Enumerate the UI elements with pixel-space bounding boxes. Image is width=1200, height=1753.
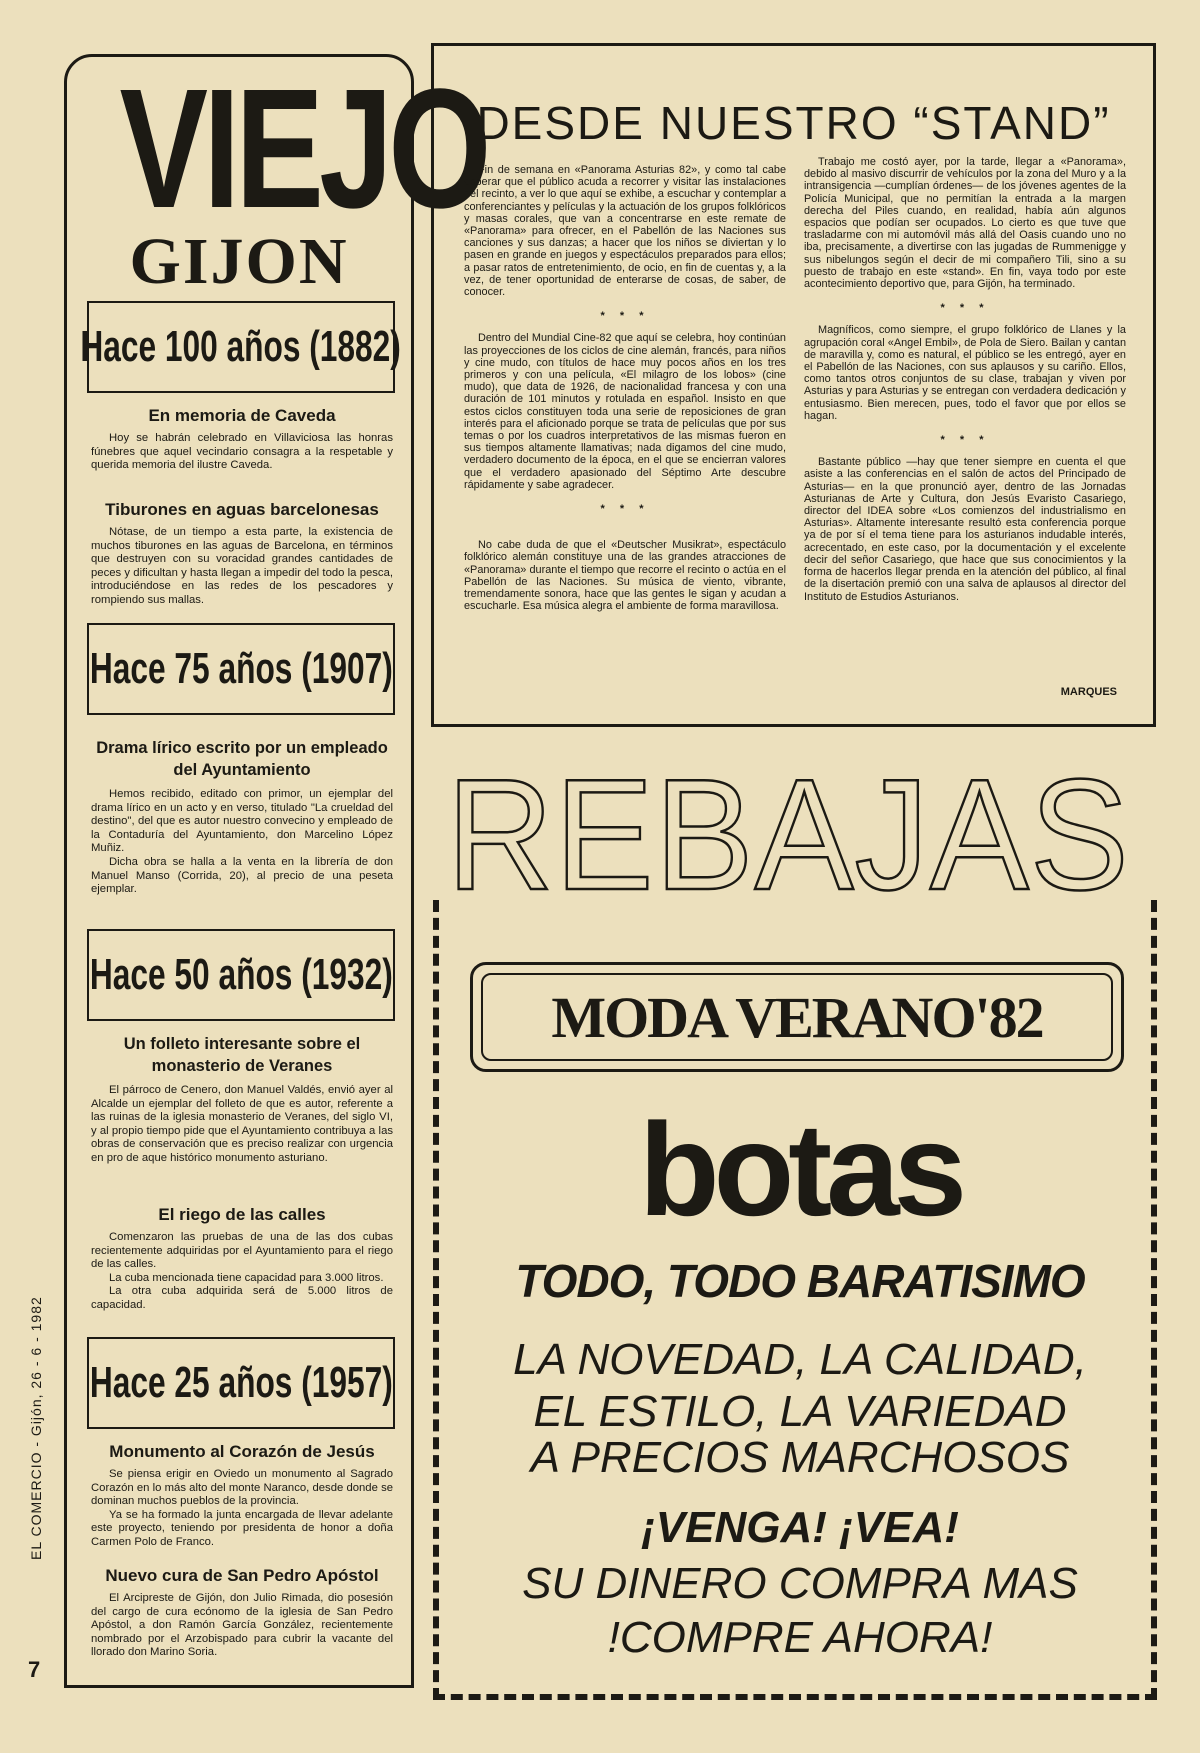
ad-tagline: TODO, TODO BARATISIMO — [515, 1255, 1085, 1307]
article-title-corazon: Monumento al Corazón de Jesús — [109, 1442, 375, 1461]
article-title-tiburones: Tiburones en aguas barcelonesas — [105, 500, 379, 519]
article-body-veranes: El párroco de Cenero, don Manuel Valdés, envió ayer al Alcalde un ejemplar del folleto de que es autor, referente a las ruinas de la iglesia monasterio de Veranes, del siglo VI, y al propio tiempo pide que el Ayuntamiento contribuya a las obras de conservación que es preciso realizar con urgencia en pro de aque histórico monumento asturiano. — [91, 1084, 393, 1164]
article-body-caveda: Hoy se habrán celebrado en Villaviciosa las honras fúnebres que aquel vecindario consagra a la respetable y querida memoria del ilustre Caveda. — [91, 432, 393, 472]
article-body-corazon: Se piensa erigir en Oviedo un monumento al Sagrado Corazón en lo más alto del monte Naranco, desde donde se dominan muchos pueblos de la provincia. Ya se ha formado la junta encargada de llevar adelante este proyecto, teniendo por presidenta de honor a doña Carmen Polo de Franco. — [91, 1468, 393, 1548]
ad-line-compre: !COMPRE AHORA! — [607, 1613, 993, 1662]
article-body-tiburones: Nótase, de un tiempo a esta parte, la existencia de muchos tiburones en las aguas de Barcelona, en términos que destruyen con su voracidad grandes cantidades de peces y dificultan y hasta llegan a impedir del todo la pesca, introduciéndose en las redes de los pescadores y rompiendo sus mallas. — [91, 526, 393, 606]
side-caption: EL COMERCIO - Gijón, 26 - 6 - 1982 — [28, 1296, 44, 1560]
stars-divider: * * * — [600, 503, 650, 516]
stars-divider: * * * — [940, 302, 990, 315]
article-title-caveda: En memoria de Caveda — [148, 406, 336, 425]
moda-verano-text: MODA VERANO'82 — [551, 984, 1043, 1050]
article-title-drama: Drama lírico escrito por un empleado del Ayuntamiento — [96, 739, 388, 779]
masthead-gijon: GIJON — [129, 225, 349, 298]
ad-line-estilo: EL ESTILO, LA VARIEDAD — [533, 1387, 1067, 1436]
stars-divider: * * * — [600, 310, 650, 323]
article-body-drama: Hemos recibido, editado con primor, un ejemplar del drama lírico en un acto y en verso, titulado "La crueldad del destino", del que es autor nuestro convecino y empleado de la Contaduría del Ayuntamiento, don Marcelino López Muñiz. Dicha obra se halla a la venta en la librería de don Manuel Manso (Corrida, 20), al precio de una peseta ejemplar. — [91, 788, 393, 896]
stand-right-column: Trabajo me costó ayer, por la tarde, llegar a «Panorama», debido al masivo discurrir de vehículos por la zona del Muro y a la intransigencia —cumplían órdenes— de los jóvenes agentes de la Policía Municipal, que no permitían la entrada a la margen derecha del Piles cuando, en realidad, había aún algunos espacios que podían ser ocupados. Lo cierto es que tuve que trasladarme con mi automóvil más allá del Oasis cuando uno no iba, precisamente, a divertirse con las jugadas de Rummenigge y sus nibelungos según el decir de mi compañero Tili, sino a su puesto de trabajo en este «stand». En fin, vaya todo por este acontecimiento deportivo que, para Gijón, ha terminado. * * * Magníficos, como siempre, el grupo folklórico de Llanes y la agrupación coral «Angel Embil», de Pola de Siero. Bailan y cantan de maravilla y, como es natural, el público se les entregó, ayer en el Pabellón de las Naciones, con sus aplausos y su cariño. Ellos, como tantos otros conjuntos de su clase, trabajan y viven por Asturias y para Asturias y se entregan con verdadera dedicación y entusiasmo. Bien merecen, pues, todo el favor que por ellos se hagan. * * * Bastante público —hay que tener siempre en cuenta el que asiste a las conferencias en el salón de actos del Principado de Asturias— en la que pronunció ayer, dentro de las Jornadas Asturianas de Arte y Cultura, don Jesús Evaristo Casariego, director del IDEA sobre «Los comienzos del industrialismo en Asturias». Altamente interesante resultó esta conferencia porque ya de por sí el tema tiene para los asturianos indudable interés, acrecentado, en este caso, por la documentación y el excelente decir del señor Casariego, que hace que sus conocimientos y la forma de hacerlos llegar prenda en la atención del público, al final de la disertación premió con una salva de aplausos al director del Instituto de Estudios Asturianos. — [804, 156, 1126, 603]
article-title-riego: El riego de las calles — [158, 1205, 326, 1224]
viejo-gijon-column — [64, 54, 487, 1688]
year-box-1882: Hace 100 años (1882) — [87, 301, 395, 393]
stand-title: DESDE NUESTRO “STAND” — [476, 97, 1111, 149]
year-box-1907: Hace 75 años (1907) — [87, 623, 395, 715]
ad-headline: REBAJAS — [446, 747, 1130, 923]
stand-box — [431, 43, 1156, 727]
article-body-riego: Comenzaron las pruebas de una de las dos cubas recientemente adquiridas por el Ayuntamiento para el riego de las calles. La cuba mencionada tiene capacidad para 3.000 litros. La otra cuba adquirida será de 5.000 litros de capacidad. — [91, 1231, 393, 1311]
ad-line-novedad: LA NOVEDAD, LA CALIDAD, — [513, 1335, 1087, 1384]
stars-divider: * * * — [940, 434, 990, 447]
ad-line-dinero: SU DINERO COMPRA MAS — [522, 1559, 1078, 1608]
page-number: 7 — [28, 1657, 41, 1682]
stand-left-column: Fin de semana en «Panorama Asturias 82», y como tal cabe esperar que el público acuda a recorrer y visitar las instalaciones del recinto, a ver lo que aquí se exhibe, a escuchar y contemplar a conferenciantes y películas y la actuación de los grupos folklóricos y masas corales, que van a concentrarse en este remate de «Panorama» para ofrecer, en el Pabellón de las Naciones sus canciones y sus danzas; a hacer que los niños se diviertan y lo pasen en grande en juegos y espectáculos preparados para ellos; a pasar ratos de entretenimiento, de ocio, en fin de cuentas y, a la vez, de tener oportunidad de enterarse de cosas, de saber, de conocer. * * * Dentro del Mundial Cine-82 que aquí se celebra, hoy continúan las proyecciones de los ciclos de cine alemán, francés, para niños y cine mudo, con títulos de hace muy pocos años en los tres primeros y con una película, «El milagro de los lobos» (cine mudo), que data de 1926, de nacionalidad francesa y con una duración de 101 minutos y rotulada en español. Insisto en que estos ciclos constituyen toda una serie de reposiciones de gran interés para el aficionado porque se trata de películas que por sus temas o por los cuadros interpretativos de las mismas fueron en sus tiempos altamente llamativas; nada digamos del cine mudo, verdadero documento de la época, en el que se encierran valores que el verdadero apasionado del Séptimo Arte descubre rápidamente y sabe agradecer. * * * No cabe duda de que el «Deutscher Musikrat», espectáculo folklórico alemán constituye una de las grandes atracciones de «Panorama» durante el tiempo que recorre el recinto o actúa en el Pabellón de las Naciones. Su música de viento, vibrante, tremendamente sonora, hace que las gentes le sigan y acudan a escucharle. Esa música alegra el ambiente de forma maravillosa. — [464, 164, 786, 613]
ad-line-venga: ¡VENGA! ¡VEA! — [641, 1503, 959, 1552]
article-title-cura: Nuevo cura de San Pedro Apóstol — [105, 1566, 379, 1585]
article-body-cura: El Arcipreste de Gijón, don Julio Rimada, dio posesión del cargo de cura ecónomo de la iglesia de San Pedro Apóstol, a don Ramón García González, recientemente nombrado por el Arzobispado para cubrir la vacante del llorado don Marino Soria. — [91, 1592, 393, 1659]
year-box-1957: Hace 25 años (1957) — [87, 1337, 395, 1429]
ad-line-precios: A PRECIOS MARCHOSOS — [530, 1433, 1070, 1482]
brand-logo: botas — [638, 1096, 962, 1243]
masthead-viejo: VIEJO — [119, 54, 487, 244]
year-box-1932: Hace 50 años (1932) — [87, 929, 395, 1021]
byline: MARQUES — [1060, 686, 1117, 698]
moda-verano-box — [470, 962, 1124, 1072]
article-title-veranes: Un folleto interesante sobre el monasterio de Veranes — [123, 1035, 361, 1075]
